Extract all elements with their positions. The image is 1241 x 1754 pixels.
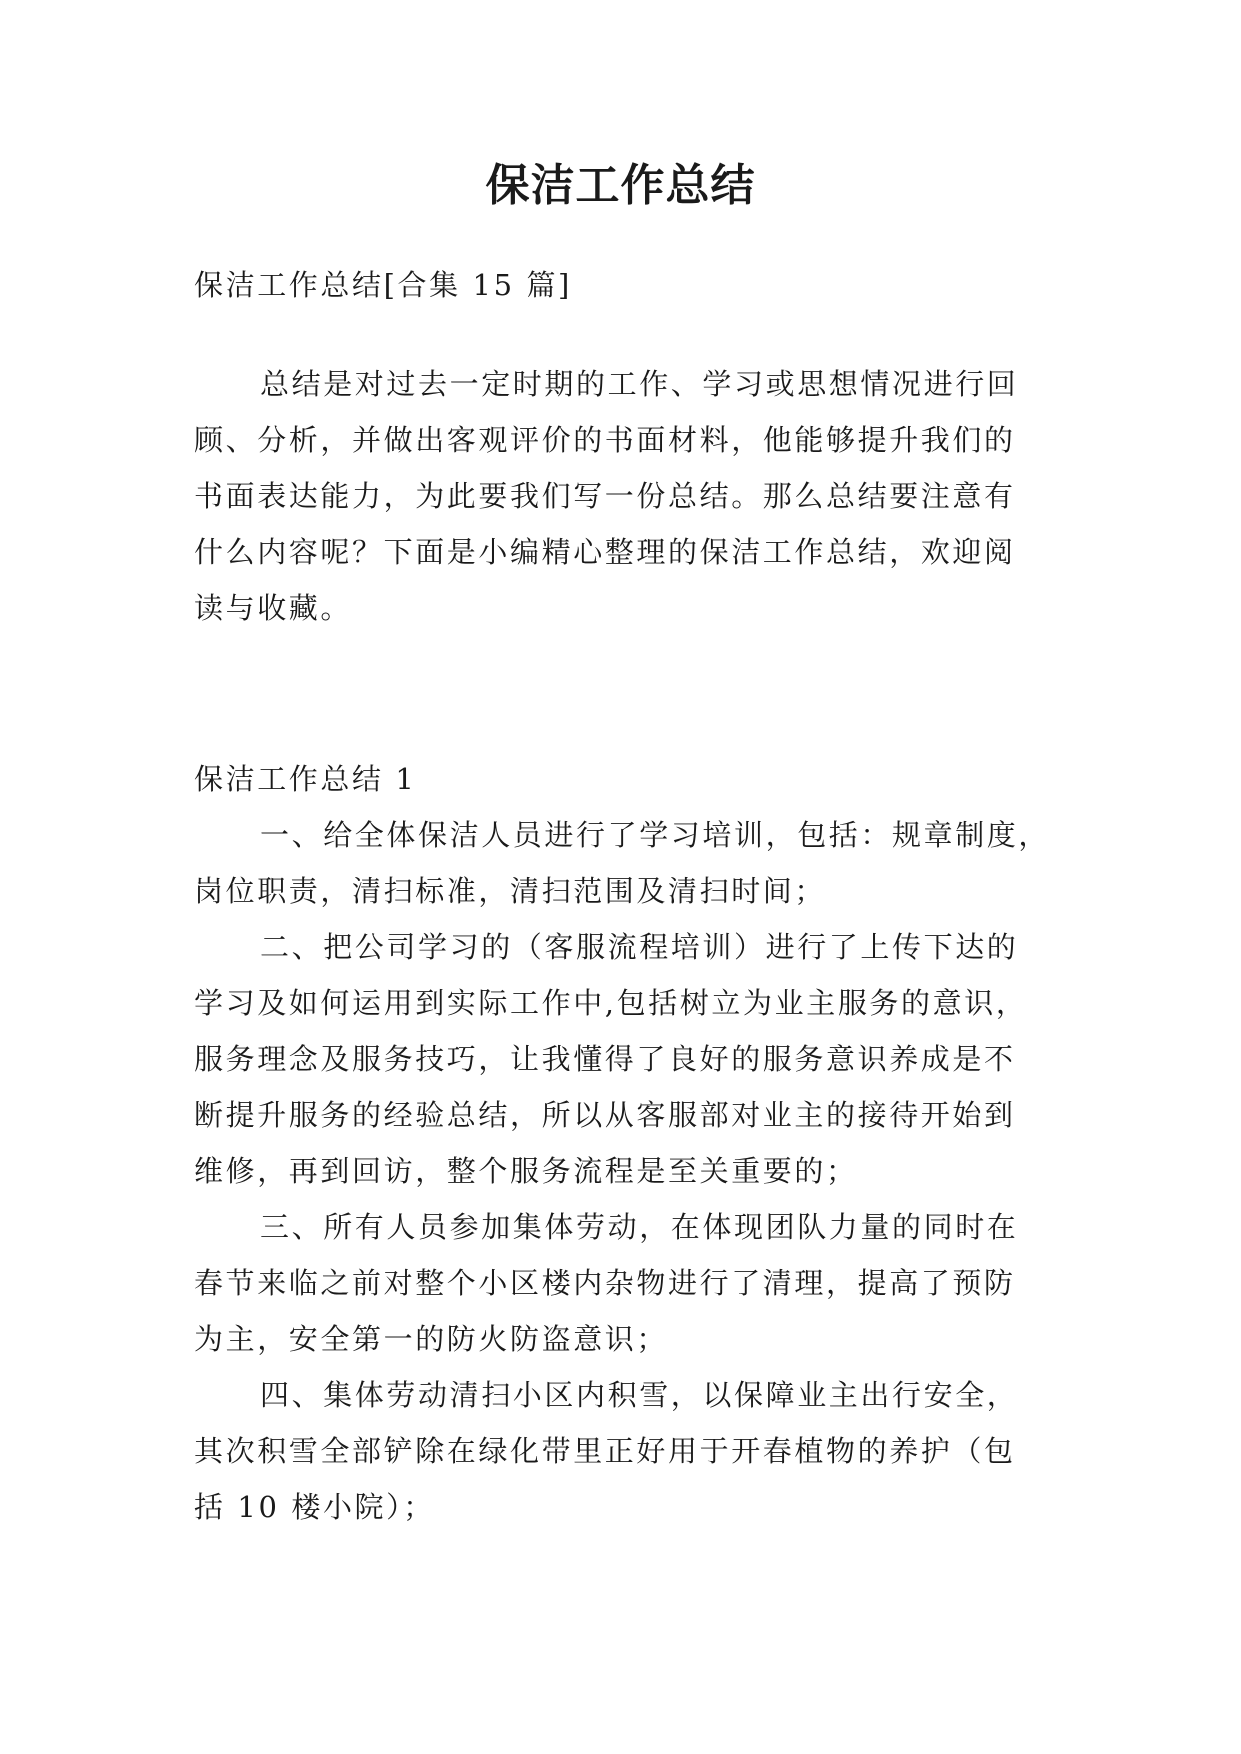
intro-line: 总结是对过去一定时期的工作、学习或思想情况进行回 <box>260 367 1019 401</box>
paragraph-line: 学习及如何运用到实际工作中,包括树立为业主服务的意识， <box>194 986 1028 1020</box>
intro-line: 书面表达能力，为此要我们写一份总结。那么总结要注意有 <box>194 479 1016 513</box>
paragraph-line: 二、把公司学习的（客服流程培训）进行了上传下达的 <box>260 930 1019 964</box>
intro-line: 顾、分析，并做出客观评价的书面材料，他能够提升我们的 <box>194 423 1016 457</box>
document-title: 保洁工作总结 <box>485 160 756 211</box>
document-subtitle: 保洁工作总结[合集 15 篇] <box>194 268 572 302</box>
paragraph-line: 三、所有人员参加集体劳动，在体现团队力量的同时在 <box>260 1210 1019 1244</box>
section-heading: 保洁工作总结 1 <box>194 762 417 796</box>
paragraph-line: 其次积雪全部铲除在绿化带里正好用于开春植物的养护（包 <box>194 1434 1016 1468</box>
paragraph-line: 括 10 楼小院）； <box>194 1490 435 1524</box>
paragraph-line: 春节来临之前对整个小区楼内杂物进行了清理，提高了预防 <box>194 1266 1016 1300</box>
paragraph-line: 维修，再到回访，整个服务流程是至关重要的； <box>194 1154 858 1188</box>
paragraph-line: 四、集体劳动清扫小区内积雪，以保障业主出行安全， <box>260 1378 1019 1412</box>
paragraph-line: 为主，安全第一的防火防盗意识； <box>194 1322 669 1356</box>
paragraph-line: 断提升服务的经验总结，所以从客服部对业主的接待开始到 <box>194 1098 1016 1132</box>
paragraph-line: 服务理念及服务技巧，让我懂得了良好的服务意识养成是不 <box>194 1042 1016 1076</box>
paragraph-line: 一、给全体保洁人员进行了学习培训，包括：规章制度， <box>260 818 1051 852</box>
paragraph-line: 岗位职责，清扫标准，清扫范围及清扫时间； <box>194 874 827 908</box>
intro-line: 读与收藏。 <box>194 591 353 625</box>
intro-line: 什么内容呢？下面是小编精心整理的保洁工作总结，欢迎阅 <box>194 535 1016 569</box>
